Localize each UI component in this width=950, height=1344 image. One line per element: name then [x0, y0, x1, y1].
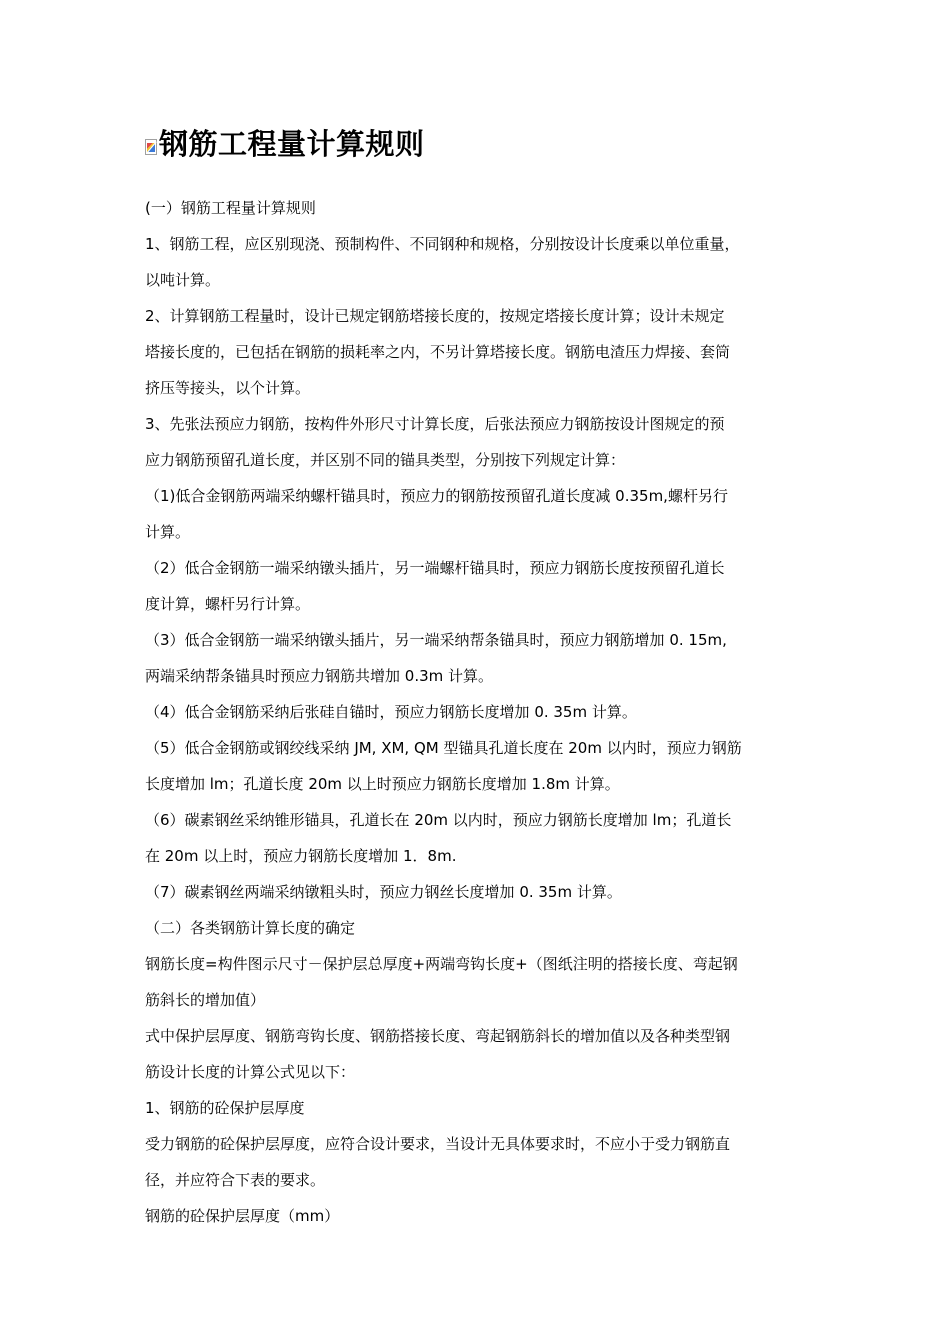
title-row [145, 118, 810, 166]
text-line: （6）碳素钢丝采纳锥形锚具，孔道长在 20m 以内时，预应力钢筋长度增加 lm；孔道长 [145, 811, 732, 829]
text-line: 长度增加 lm；孔道长度 20m 以上时预应力钢筋长度增加 1.8m 计算。 [145, 775, 620, 793]
document-title: 钢筋工程量计算规则 [159, 126, 425, 161]
text-line: 在 20m 以上时，预应力钢筋长度增加 1．8m. [145, 847, 457, 865]
text-line: (一）钢筋工程量计算规则 [145, 199, 316, 217]
text-line: 以吨计算。 [145, 271, 221, 289]
text-line: （7）碳素钢丝两端采纳镦粗头时，预应力钢丝长度增加 0. 35m 计算。 [145, 883, 622, 901]
text-line: 受力钢筋的砼保护层厚度，应符合设计要求，当设计无具体要求时，不应小于受力钢筋直 [145, 1135, 731, 1153]
text-line: 挤压等接头，以个计算。 [145, 379, 311, 397]
text-line: （1)低合金钢筋两端采纳螺杆锚具时，预应力的钢筋按预留孔道长度减 0.35m,螺杆另行 [145, 487, 728, 505]
text-line: （5）低合金钢筋或钢绞线采纳 JM, XM, QM 型锚具孔道长度在 20m 以内时，预应力钢筋 [145, 739, 742, 757]
text-line: 1、钢筋工程，应区别现浇、预制构件、不同钢种和规格，分别按设计长度乘以单位重量， [145, 235, 740, 253]
text-line: 筋斜长的增加值） [145, 991, 266, 1009]
text-line: 2、计算钢筋工程量时，设计已规定钢筋塔接长度的，按规定塔接长度计算；设计未规定 [145, 307, 725, 325]
text-line: 3、先张法预应力钢筋，按构件外形尺寸计算长度，后张法预应力钢筋按设计图规定的预 [145, 415, 725, 433]
text-line: 1、钢筋的砼保护层厚度 [145, 1099, 305, 1117]
text-line: 筋设计长度的计算公式见以下： [145, 1063, 356, 1081]
text-line: 两端采纳帮条锚具时预应力钢筋共增加 0.3m 计算。 [145, 667, 494, 685]
text-line: 径，并应符合下表的要求。 [145, 1171, 326, 1189]
text-line: 度计算，螺杆另行计算。 [145, 595, 311, 613]
text-line: （3）低合金钢筋一端采纳镦头插片，另一端采纳帮条锚具时，预应力钢筋增加 0. 15m, [145, 631, 727, 649]
text-line: 塔接长度的，已包括在钢筋的损耗率之内，不另计算塔接长度。钢筋电渣压力焊接、套筒 [145, 343, 731, 361]
text-line: 钢筋长度=构件图示尺寸－保护层总厚度+两端弯钩长度+（图纸注明的搭接长度、弯起钢 [145, 955, 738, 973]
broken-image-icon [145, 139, 157, 155]
text-line: 计算。 [145, 523, 191, 541]
document-page [145, 118, 810, 1234]
text-line: （二）各类钢筋计算长度的确定 [145, 919, 356, 937]
text-line: （4）低合金钢筋采纳后张硅自锚时，预应力钢筋长度增加 0. 35m 计算。 [145, 703, 637, 721]
document-body [145, 190, 810, 1234]
text-line: （2）低合金钢筋一端采纳镦头插片，另一端螺杆锚具时，预应力钢筋长度按预留孔道长 [145, 559, 725, 577]
text-line: 钢筋的砼保护层厚度（mm） [145, 1207, 340, 1225]
text-line: 式中保护层厚度、钢筋弯钩长度、钢筋搭接长度、弯起钢筋斜长的增加值以及各种类型钢 [145, 1027, 731, 1045]
text-line: 应力钢筋预留孔道长度，并区别不同的锚具类型，分别按下列规定计算： [145, 451, 626, 469]
